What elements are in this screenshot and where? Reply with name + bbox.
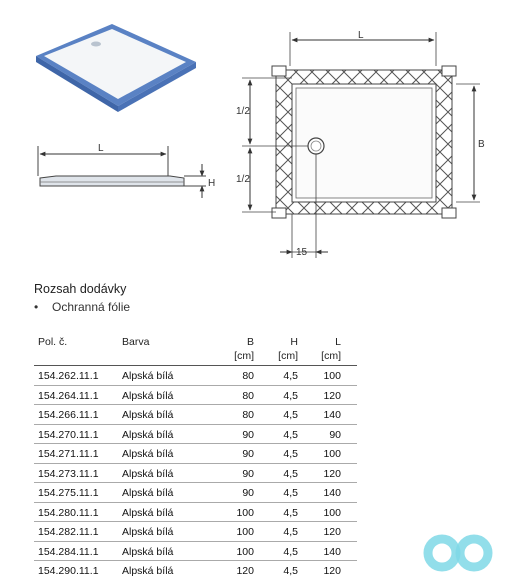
cell-h: 4,5: [283, 370, 298, 382]
cell-l: 120: [323, 389, 341, 402]
cell-pol: 154.264.11.1: [38, 389, 99, 402]
header-l: L: [335, 336, 341, 348]
scope-list-item: [34, 300, 130, 314]
cell-h: 4,5: [283, 467, 298, 480]
cell-h: 4,5: [283, 389, 298, 402]
cell-b: 80: [242, 370, 254, 382]
side-dim-h-label: H: [208, 178, 216, 189]
cell-barva: Alpská bílá: [122, 467, 174, 480]
cell-pol: 154.271.11.1: [38, 448, 99, 460]
cell-h: 4,5: [283, 409, 298, 421]
table-row: [0, 503, 506, 523]
cell-b: 100: [236, 526, 254, 538]
cell-h: 4,5: [283, 487, 298, 499]
header-barva: Barva: [122, 336, 150, 348]
cell-barva: Alpská bílá: [122, 409, 174, 421]
cell-b: 90: [242, 467, 254, 480]
cell-pol: 154.284.11.1: [38, 545, 99, 558]
cell-b: 90: [242, 448, 254, 460]
cell-l: 100: [323, 370, 341, 382]
table-row: [0, 444, 506, 464]
cell-barva: Alpská bílá: [122, 370, 174, 382]
cell-b: 120: [236, 565, 254, 577]
cell-pol: 154.262.11.1: [38, 370, 99, 382]
table-row: [0, 386, 506, 406]
cell-pol: 154.280.11.1: [38, 506, 99, 519]
cell-barva: Alpská bílá: [122, 506, 174, 519]
table-row: [0, 366, 506, 386]
cell-l: 90: [329, 428, 341, 441]
cell-h: 4,5: [283, 448, 298, 460]
cell-barva: Alpská bílá: [122, 526, 174, 538]
cell-pol: 154.270.11.1: [38, 428, 99, 441]
cell-l: 120: [323, 565, 341, 577]
tray-3d-image: [36, 24, 196, 112]
cell-b: 80: [242, 409, 254, 421]
bullet: •: [34, 300, 39, 314]
cell-l: 140: [323, 545, 341, 558]
cell-b: 90: [242, 487, 254, 499]
header-l-unit: [cm]: [321, 350, 341, 362]
technical-drawings: [0, 0, 506, 270]
dim-b-label: B: [478, 139, 485, 150]
cell-h: 4,5: [283, 526, 298, 538]
cell-pol: 154.275.11.1: [38, 487, 99, 499]
side-dim-l-label: L: [98, 143, 104, 154]
cell-h: 4,5: [283, 545, 298, 558]
cell-h: 4,5: [283, 428, 298, 441]
cell-pol: 154.282.11.1: [38, 526, 99, 538]
top-view-drawing: [242, 32, 480, 258]
table-header: [0, 334, 506, 366]
cell-barva: Alpská bílá: [122, 428, 174, 441]
cell-barva: Alpská bílá: [122, 565, 174, 577]
cell-l: 100: [323, 448, 341, 460]
dim-half-upper-label: 1/2: [236, 106, 250, 117]
scope-item-label: Ochranná fólie: [52, 300, 131, 314]
cell-pol: 154.273.11.1: [38, 467, 99, 480]
top-dim-l-label: L: [358, 30, 364, 41]
cell-l: 100: [323, 506, 341, 519]
cell-b: 90: [242, 428, 254, 441]
cell-l: 140: [323, 409, 341, 421]
cell-l: 120: [323, 526, 341, 538]
cell-h: 4,5: [283, 506, 298, 519]
cell-b: 100: [236, 506, 254, 519]
cell-b: 100: [236, 545, 254, 558]
cell-barva: Alpská bílá: [122, 487, 174, 499]
cell-barva: Alpská bílá: [122, 389, 174, 402]
table-row: [0, 483, 506, 503]
dim-half-lower-label: 1/2: [236, 174, 250, 185]
cell-barva: Alpská bílá: [122, 448, 174, 460]
side-view-drawing: [38, 146, 206, 198]
table-row: [0, 425, 506, 445]
cell-pol: 154.266.11.1: [38, 409, 99, 421]
cell-barva: Alpská bílá: [122, 545, 174, 558]
header-b: B: [246, 336, 254, 348]
cell-l: 140: [323, 487, 341, 499]
header-b-unit: [cm]: [234, 350, 254, 362]
table-row: [0, 464, 506, 484]
cell-b: 80: [242, 389, 254, 402]
cell-pol: 154.290.11.1: [38, 565, 99, 577]
cell-l: 120: [323, 467, 341, 480]
header-h-unit: [cm]: [278, 350, 298, 362]
watermark-logo-icon: [418, 528, 498, 578]
header-h: H: [290, 336, 298, 348]
dim-15-label: 15: [296, 247, 308, 258]
table-row: [0, 405, 506, 425]
cell-h: 4,5: [283, 565, 298, 577]
scope-title: Rozsah dodávky: [34, 282, 127, 296]
header-pol: Pol. č.: [38, 336, 68, 348]
